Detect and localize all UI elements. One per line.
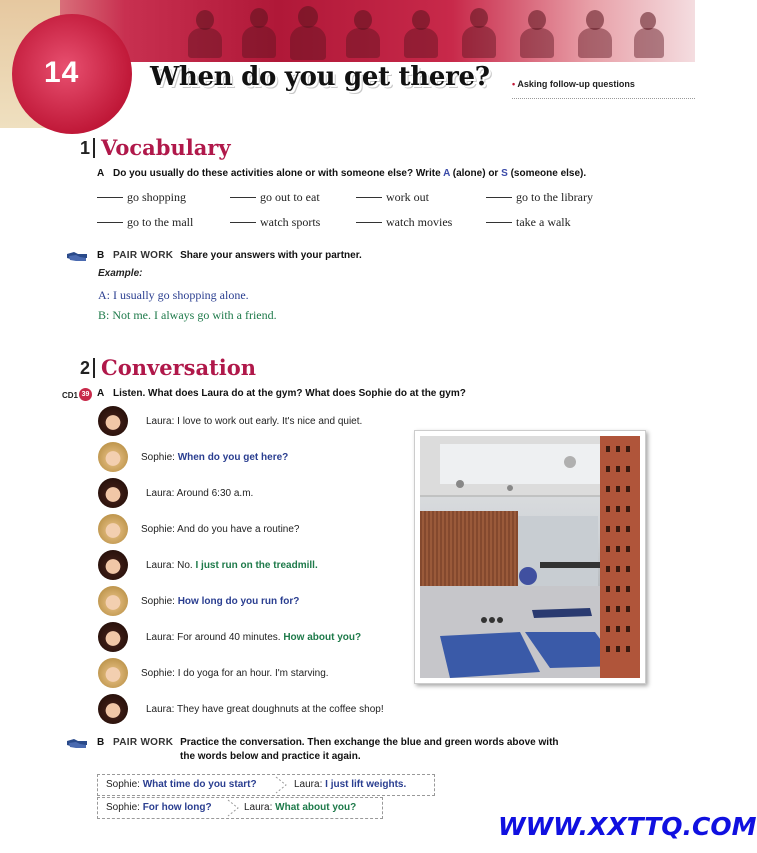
unit-subtitle	[512, 79, 635, 89]
dialogue-line: Laura: No. I just run on the treadmill.	[146, 560, 318, 571]
section-1-number: 1	[80, 138, 91, 158]
vocab-item: watch sports	[230, 215, 320, 230]
sophie-avatar	[98, 442, 128, 472]
cd-track-badge[interactable]: 39	[79, 388, 92, 401]
pair-work-icon	[66, 249, 88, 263]
sophie-avatar	[98, 514, 128, 544]
answer-blank[interactable]	[97, 197, 123, 198]
dialogue-line: Sophie: And do you have a routine?	[141, 524, 300, 535]
answer-blank[interactable]	[356, 197, 382, 198]
dialogue-line: Laura: Around 6:30 a.m.	[146, 488, 254, 499]
laura-avatar	[98, 694, 128, 724]
subtitle-bullet: •	[512, 79, 516, 89]
item-letter-a: A	[97, 388, 105, 399]
chevron-right-icon	[274, 775, 288, 795]
unit-title: When do you get there?	[150, 62, 490, 92]
answer-blank[interactable]	[486, 222, 512, 223]
vocab-item: go shopping	[97, 190, 186, 205]
substitution-row-2	[97, 797, 383, 819]
vocab-item: go to the mall	[97, 215, 193, 230]
subtitle-text: Asking follow-up questions	[517, 79, 635, 89]
answer-blank[interactable]	[356, 222, 382, 223]
item-letter-b: B	[97, 250, 105, 261]
dialogue-line: Sophie: When do you get here?	[141, 452, 289, 463]
item-letter-a: A	[97, 168, 105, 179]
sophie-avatar	[98, 658, 128, 688]
substitution-row-1	[97, 774, 435, 796]
example-label: Example:	[98, 268, 143, 279]
laura-avatar	[98, 478, 128, 508]
gym-scene-illustration	[420, 436, 640, 678]
pair-work-icon	[66, 736, 88, 750]
item-letter-b: B	[97, 737, 105, 748]
chevron-right-icon	[226, 798, 240, 818]
gym-photo	[414, 430, 646, 684]
answer-blank[interactable]	[230, 197, 256, 198]
dialogue-line: Sophie: How long do you run for?	[141, 596, 300, 607]
answer-blank[interactable]	[97, 222, 123, 223]
vocab-instruction-b: B PAIR WORK Share your answers with your partner.	[97, 250, 362, 261]
vocab-item: go out to eat	[230, 190, 320, 205]
section-2-number: 2	[80, 358, 91, 378]
answer-blank[interactable]	[486, 197, 512, 198]
substitution-laura: Laura: I just lift weights.	[294, 779, 407, 790]
vocab-item: work out	[356, 190, 429, 205]
dialogue-line: Sophie: I do yoga for an hour. I'm starving.	[141, 668, 329, 679]
example-line-b: B: Not me. I always go with a friend.	[98, 308, 277, 322]
conversation-instruction-b-cont: the words below and practice it again.	[180, 751, 361, 762]
example-line-a: A: I usually go shopping alone.	[98, 288, 249, 302]
substitution-sophie: Sophie: For how long?	[106, 802, 212, 813]
vocab-item: take a walk	[486, 215, 571, 230]
substitution-laura: Laura: What about you?	[244, 802, 357, 813]
conversation-instruction-b: B PAIR WORK Practice the conversation. Then exchange the blue and green words above with	[97, 737, 559, 748]
watermark: WWW.XXTTQ.COM	[498, 812, 757, 841]
substitution-sophie: Sophie: What time do you start?	[106, 779, 257, 790]
conversation-instruction-a: A Listen. What does Laura do at the gym? What does Sophie do at the gym?	[97, 388, 466, 399]
gym-photo-scene	[420, 436, 640, 678]
section-1-title: Vocabulary	[101, 135, 231, 160]
title-rule	[512, 98, 695, 99]
laura-avatar	[98, 622, 128, 652]
dialogue-line: Laura: I love to work out early. It's nice and quiet.	[146, 416, 363, 427]
answer-blank[interactable]	[230, 222, 256, 223]
sophie-avatar	[98, 586, 128, 616]
section-2-divider	[93, 358, 95, 378]
laura-avatar	[98, 550, 128, 580]
laura-avatar	[98, 406, 128, 436]
section-2-title: Conversation	[101, 355, 256, 380]
vocab-item: go to the library	[486, 190, 593, 205]
cd-label: CD1	[62, 391, 79, 400]
vocab-instruction-a: A Do you usually do these activities alone or with someone else? Write A (alone) or S (someone else).	[97, 168, 587, 179]
dialogue-line: Laura: They have great doughnuts at the coffee shop!	[146, 704, 384, 715]
dialogue-line: Laura: For around 40 minutes. How about you?	[146, 632, 362, 643]
pair-work-label: PAIR WORK	[113, 250, 174, 261]
vocab-item: watch movies	[356, 215, 452, 230]
unit-number: 14	[44, 56, 80, 89]
section-1-divider	[93, 138, 95, 158]
pair-work-label: PAIR WORK	[113, 737, 174, 748]
